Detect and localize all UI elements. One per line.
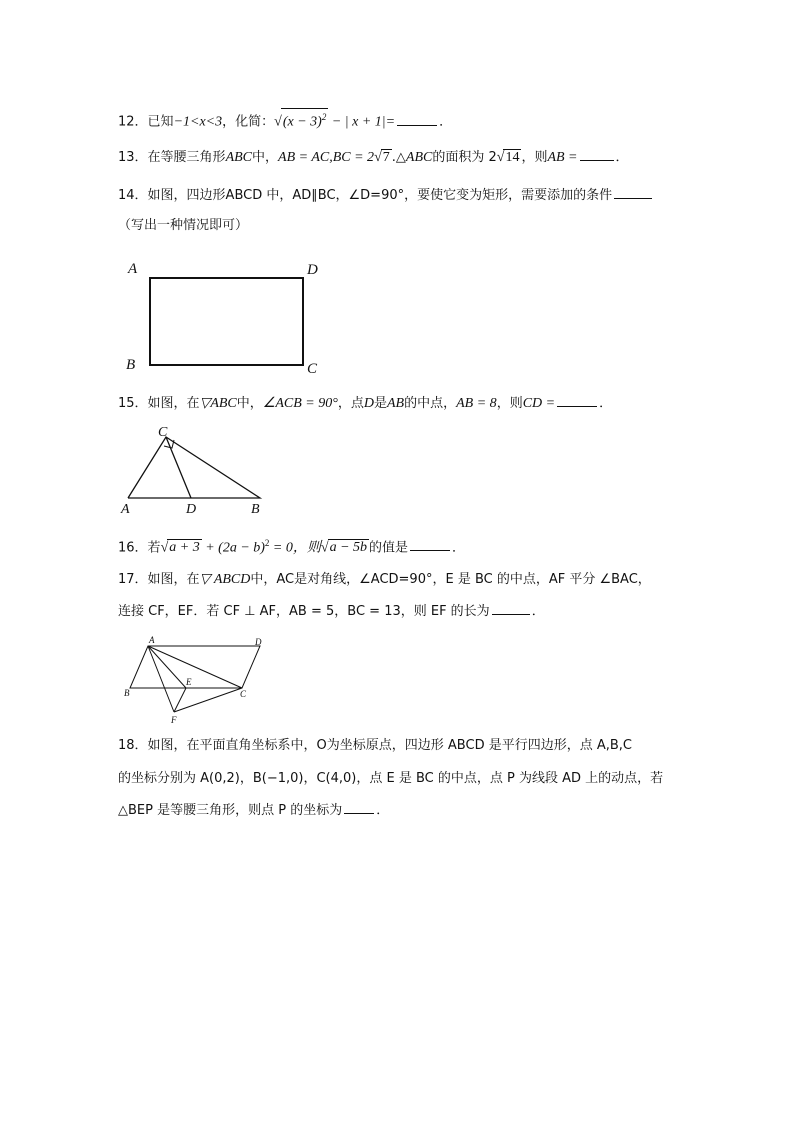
- q14-text: 如图，四边形ABCD 中，AD∥BC，∠D=90°，要使它变为矩形，需要添加的条件: [147, 188, 613, 203]
- q18-number: 18．: [118, 738, 148, 753]
- q13-radical-2: √: [496, 150, 505, 165]
- label-c: C: [158, 425, 168, 440]
- question-13: [118, 148, 629, 168]
- q15-ask: CD =: [522, 396, 556, 411]
- label-a: A: [121, 502, 130, 517]
- q13-answer-blank[interactable]: [580, 148, 614, 161]
- q12-end: ．: [439, 114, 453, 130]
- question-16: 16．若$√a + 3 + (2a - b)^2 = 0$，则√a − 5b 的值是 ．: [118, 538, 466, 556]
- q15-answer-blank[interactable]: [557, 394, 597, 407]
- q16-answer-blank[interactable]: [410, 538, 450, 551]
- q13-triangle-2: ABC: [405, 150, 433, 165]
- q18-line2: 的坐标分别为 A(0,2)，B(−1,0)，C(4,0)，点 E 是 BC 的中点，点 P 为线段 AD 上的动点，若: [118, 771, 664, 786]
- question-15: 15．如图，在▽ABC中，∠ACB = 90°，点D是AB的中点，AB = 8，则CD = ．: [118, 396, 613, 411]
- q13-condition: AB = AC,BC = 2: [278, 150, 375, 165]
- q13-mid2: .△: [391, 150, 406, 165]
- q15-condition: AB = 8: [456, 396, 497, 411]
- q12-sqrt-expr: $(x - 3)^2$: [281, 108, 329, 131]
- label-d: D: [186, 502, 197, 517]
- rectangle-abcd: [150, 278, 303, 365]
- q12-answer-blank[interactable]: [397, 113, 437, 126]
- q13-sqrt-2: 14: [505, 150, 520, 165]
- q18-answer-blank[interactable]: [344, 801, 374, 814]
- q15-angle: ∠ACB = 90°: [262, 396, 338, 411]
- q18-line3: △BEP 是等腰三角形，则点 P 的坐标为 ．: [118, 803, 390, 818]
- label-b: B: [251, 502, 260, 517]
- label-e: E: [186, 677, 192, 687]
- label-c: C: [240, 689, 247, 699]
- label-d: D: [307, 262, 318, 278]
- question-14: [118, 186, 654, 206]
- q12-radical: √: [274, 114, 282, 130]
- q14-rectangle-figure: [118, 255, 338, 380]
- q14-answer-blank[interactable]: [614, 186, 652, 199]
- q13-mid4: ，则: [521, 150, 548, 165]
- q12-mid: ，化简：: [222, 114, 275, 130]
- q13-ask: AB =: [547, 150, 578, 165]
- q16-sqrt-1: a + 3: [169, 540, 200, 556]
- question-12: [118, 108, 452, 133]
- q16-number: 16．: [118, 540, 148, 556]
- q12-pre: 已知: [147, 114, 174, 130]
- label-a: A: [149, 635, 155, 645]
- q14-line2: （写出一种情况即可）: [118, 218, 249, 233]
- question-17: 17．如图，在▽ ABCD中，AC是对角线，∠ACD=90°，E 是 BC 的中点，AF 平分 ∠BAC，: [118, 572, 651, 587]
- q13-mid3: 的面积为 2: [432, 150, 497, 165]
- q17-number: 17．: [118, 572, 148, 587]
- q13-mid1: 中，: [252, 150, 279, 165]
- q15-triangle-figure: [118, 423, 278, 518]
- question-18: 18．如图，在平面直角坐标系中，O为坐标原点，四边形 ABCD 是平行四边形，点 A,B,C: [118, 738, 633, 753]
- q13-triangle: ABC: [225, 150, 253, 165]
- q17-answer-blank[interactable]: [492, 602, 530, 615]
- q12-condition: −1<x<3: [173, 114, 223, 130]
- q17-line2: 连接 CF，EF．若 CF ⊥ AF，AB = 5，BC = 13，则 EF 的长为 ．: [118, 604, 545, 619]
- q13-number: 13．: [118, 150, 148, 165]
- q14-number: 14．: [118, 188, 148, 203]
- q12-expr-rest: − | x + 1|=: [328, 114, 396, 130]
- label-d: D: [255, 637, 262, 647]
- q12-number: 12．: [118, 114, 148, 130]
- q13-end: ．: [615, 150, 629, 165]
- label-b: B: [126, 357, 136, 373]
- label-c: C: [307, 361, 318, 377]
- q16-sqrt-2: a − 5b: [329, 540, 368, 556]
- label-a: A: [128, 261, 138, 277]
- label-f: F: [171, 715, 177, 725]
- label-b: B: [124, 688, 130, 698]
- q13-sqrt-1: 7: [382, 150, 390, 165]
- q15-triangle: ▽ABC: [199, 396, 237, 411]
- q13-pre: 在等腰三角形: [147, 150, 226, 165]
- q17-parallelogram-figure: [118, 634, 278, 729]
- q13-radical-1: √: [374, 150, 382, 165]
- q15-number: 15．: [118, 396, 148, 411]
